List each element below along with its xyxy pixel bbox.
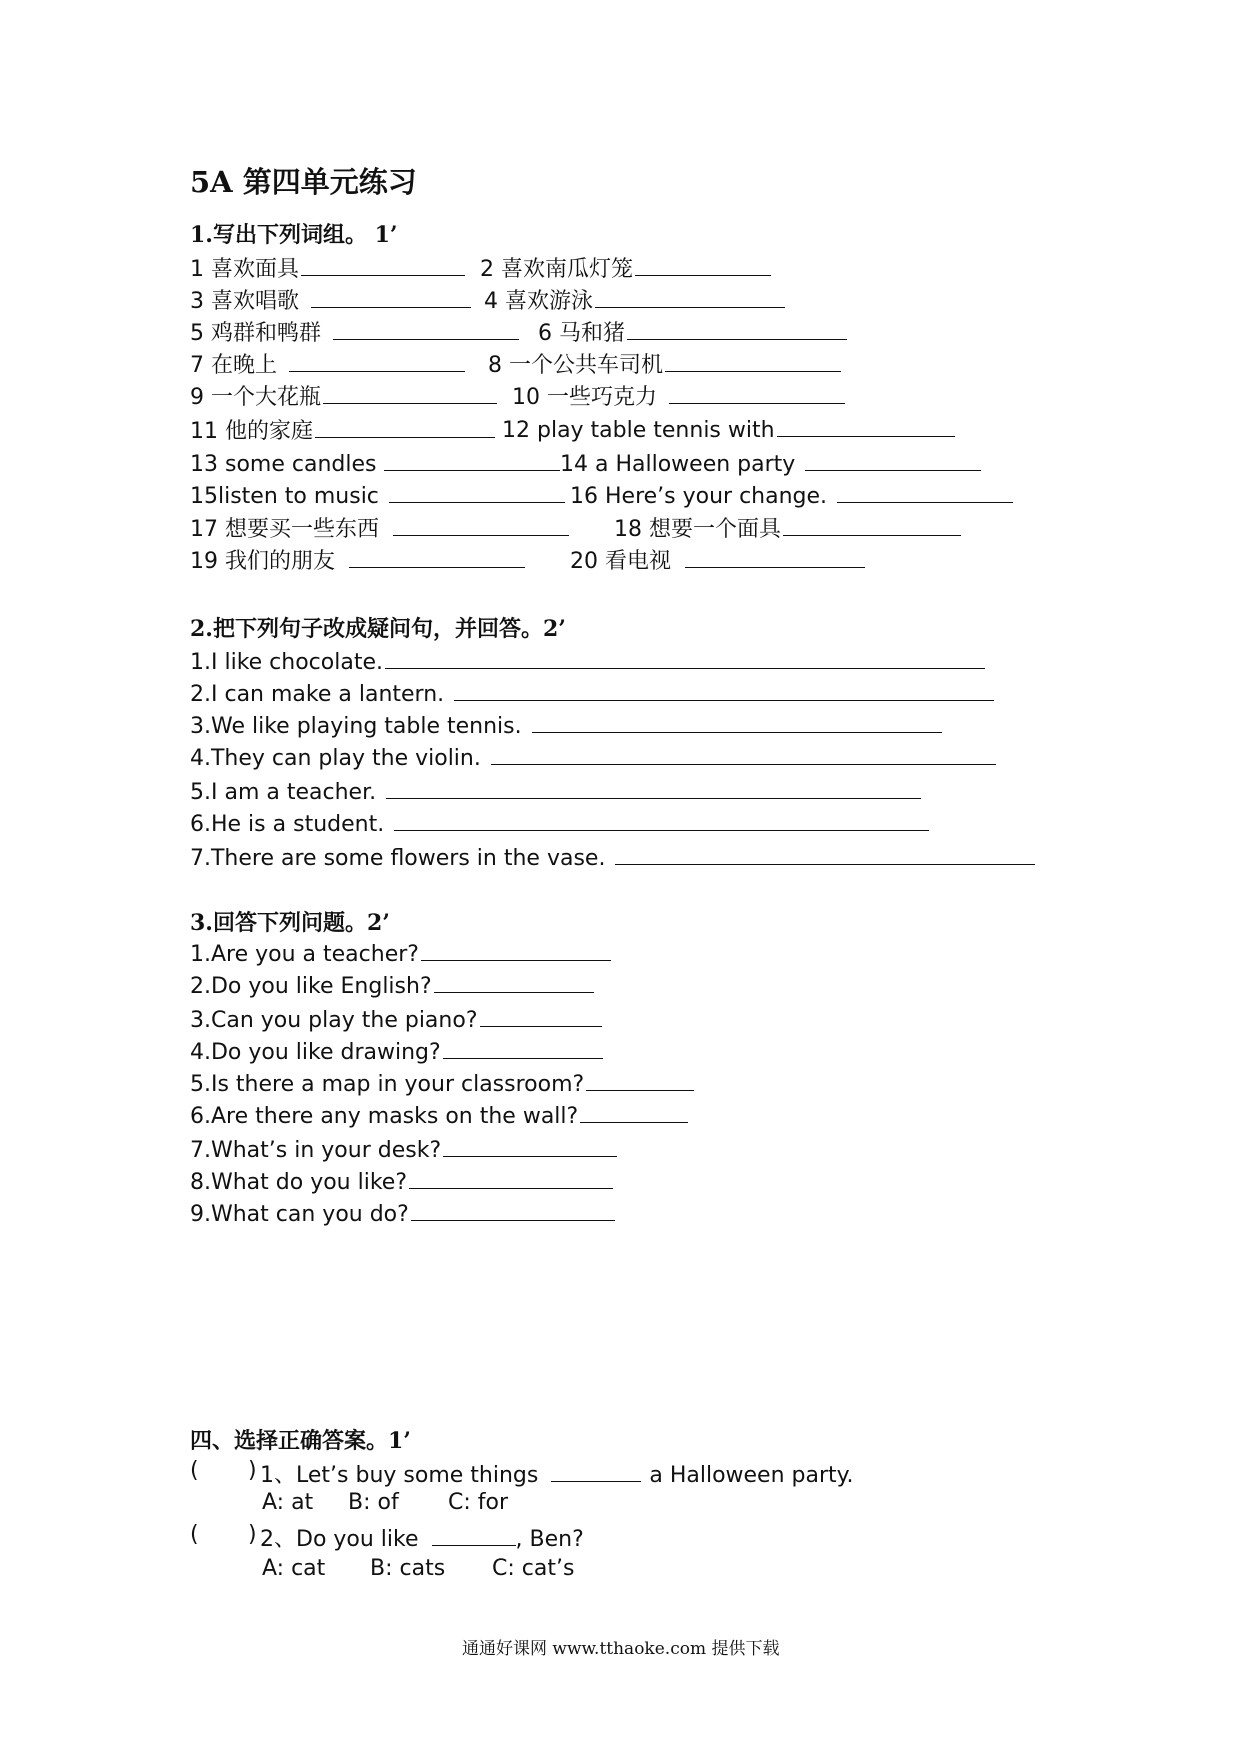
section2-row	[190, 678, 994, 707]
phrase-prompt: 14 a Halloween party	[560, 452, 796, 477]
section3-row	[190, 938, 611, 967]
answer-blank[interactable]	[311, 285, 471, 308]
question-prompt: 1.Are you a teacher?	[190, 942, 419, 967]
answer-blank[interactable]	[323, 381, 497, 404]
answer-blank[interactable]	[837, 480, 1013, 503]
section3-row	[190, 1134, 617, 1163]
paren-close: )	[248, 1522, 257, 1547]
question-stem-end: , Ben?	[515, 1527, 584, 1552]
answer-blank[interactable]	[665, 349, 841, 372]
answer-blank[interactable]	[783, 513, 961, 536]
section2-row	[190, 776, 921, 805]
section2-row	[190, 646, 985, 675]
section2-row	[190, 710, 942, 739]
option-c[interactable]: C: for	[448, 1490, 509, 1515]
answer-blank[interactable]	[289, 349, 465, 372]
question-prompt: 2.Do you like English?	[190, 974, 432, 999]
question-stem-end: a Halloween party.	[649, 1463, 854, 1488]
phrase-prompt: 20 看电视	[570, 549, 671, 574]
worksheet-title: 5A 第四单元练习	[190, 165, 417, 199]
phrase-prompt: 18 想要一个面具	[614, 517, 781, 542]
section3-row	[190, 1166, 613, 1195]
page-footer: 通通好课网 www.tthaoke.com 提供下载	[462, 1639, 780, 1659]
phrase-prompt: 3 喜欢唱歌	[190, 289, 299, 314]
answer-blank[interactable]	[443, 1036, 603, 1059]
phrase-prompt: 10 一些巧克力	[512, 385, 657, 410]
section2-row	[190, 842, 1035, 871]
answer-blank[interactable]	[432, 1523, 516, 1546]
phrase-prompt: 8 一个公共车司机	[488, 353, 663, 378]
question-prompt: 9.What can you do?	[190, 1202, 409, 1227]
answer-blank[interactable]	[384, 448, 560, 471]
phrase-prompt: 16 Here’s your change.	[570, 484, 828, 509]
answer-blank[interactable]	[805, 448, 981, 471]
section2-heading: 2.把下列句子改成疑问句，并回答。2’	[190, 616, 566, 642]
section3-row	[190, 1100, 688, 1129]
phrase-prompt: 19 我们的朋友	[190, 549, 335, 574]
answer-blank[interactable]	[491, 742, 996, 765]
answer-blank[interactable]	[393, 513, 569, 536]
option-b[interactable]: B: of	[348, 1490, 399, 1515]
answer-blank[interactable]	[635, 253, 771, 276]
answer-blank[interactable]	[580, 1100, 688, 1123]
question-prompt: 5.Is there a map in your classroom?	[190, 1072, 585, 1097]
answer-blank[interactable]	[443, 1134, 617, 1157]
phrase-prompt: 4 喜欢游泳	[484, 289, 593, 314]
answer-blank[interactable]	[685, 545, 865, 568]
phrase-prompt: 13 some candles	[190, 452, 377, 477]
option-c[interactable]: C: cat’s	[492, 1556, 575, 1581]
question-stem: 2、Do you like	[260, 1527, 419, 1552]
answer-blank[interactable]	[301, 253, 465, 276]
options-row	[190, 1490, 1090, 1520]
answer-blank[interactable]	[394, 808, 929, 831]
answer-blank[interactable]	[551, 1459, 641, 1482]
answer-blank[interactable]	[777, 414, 955, 437]
answer-blank[interactable]	[333, 317, 519, 340]
section3-row	[190, 1036, 603, 1065]
paren-open: (	[190, 1458, 199, 1483]
options-row	[190, 1556, 1090, 1586]
answer-blank[interactable]	[615, 842, 1035, 865]
answer-blank[interactable]	[386, 776, 921, 799]
phrase-prompt: 9 一个大花瓶	[190, 385, 321, 410]
paren-close: )	[248, 1458, 257, 1483]
choice-question	[190, 1522, 1090, 1552]
answer-blank[interactable]	[454, 678, 994, 701]
sentence-prompt: 6.He is a student.	[190, 812, 385, 837]
section3-row	[190, 970, 594, 999]
section1-heading: 1.写出下列词组。 1’	[190, 222, 398, 248]
option-a[interactable]: A: cat	[262, 1556, 326, 1581]
section2-row	[190, 742, 996, 771]
answer-blank[interactable]	[349, 545, 525, 568]
phrase-prompt: 11 他的家庭	[190, 419, 313, 444]
section3-heading: 3.回答下列问题。2’	[190, 910, 390, 936]
answer-blank[interactable]	[480, 1004, 602, 1027]
phrase-prompt: 12 play table tennis with	[502, 418, 775, 443]
answer-blank[interactable]	[421, 938, 611, 961]
answer-blank[interactable]	[411, 1198, 615, 1221]
question-stem: 1、Let’s buy some things	[260, 1463, 539, 1488]
answer-blank[interactable]	[586, 1068, 694, 1091]
answer-blank[interactable]	[627, 317, 847, 340]
section3-row	[190, 1198, 615, 1227]
question-prompt: 7.What’s in your desk?	[190, 1138, 442, 1163]
answer-blank[interactable]	[385, 646, 985, 669]
answer-blank[interactable]	[409, 1166, 613, 1189]
sentence-prompt: 7.There are some flowers in the vase.	[190, 846, 606, 871]
section3-row	[190, 1004, 602, 1033]
sentence-prompt: 1.I like chocolate.	[190, 650, 383, 675]
option-b[interactable]: B: cats	[370, 1556, 446, 1581]
question-prompt: 8.What do you like?	[190, 1170, 408, 1195]
answer-blank[interactable]	[669, 381, 845, 404]
section2-row	[190, 808, 929, 837]
option-a[interactable]: A: at	[262, 1490, 314, 1515]
sentence-prompt: 4.They can play the violin.	[190, 746, 481, 771]
answer-blank[interactable]	[434, 970, 594, 993]
answer-blank[interactable]	[389, 480, 565, 503]
sentence-prompt: 5.I am a teacher.	[190, 780, 377, 805]
question-prompt: 4.Do you like drawing?	[190, 1040, 441, 1065]
phrase-prompt: 5 鸡群和鸭群	[190, 321, 321, 346]
answer-blank[interactable]	[315, 415, 495, 438]
phrase-prompt: 15listen to music	[190, 484, 379, 509]
choice-question	[190, 1458, 1090, 1488]
paren-open: (	[190, 1522, 199, 1547]
phrase-prompt: 6 马和猪	[538, 321, 625, 346]
answer-blank[interactable]	[595, 285, 785, 308]
section4-heading: 四、选择正确答案。1’	[190, 1428, 411, 1454]
section3-row	[190, 1068, 694, 1097]
sentence-prompt: 2.I can make a lantern.	[190, 682, 445, 707]
question-prompt: 6.Are there any masks on the wall?	[190, 1104, 579, 1129]
phrase-prompt: 7 在晚上	[190, 353, 277, 378]
question-prompt: 3.Can you play the piano?	[190, 1008, 478, 1033]
answer-blank[interactable]	[532, 710, 942, 733]
sentence-prompt: 3.We like playing table tennis.	[190, 714, 522, 739]
phrase-prompt: 2 喜欢南瓜灯笼	[480, 257, 633, 282]
phrase-prompt: 1 喜欢面具	[190, 257, 299, 282]
phrase-prompt: 17 想要买一些东西	[190, 517, 379, 542]
